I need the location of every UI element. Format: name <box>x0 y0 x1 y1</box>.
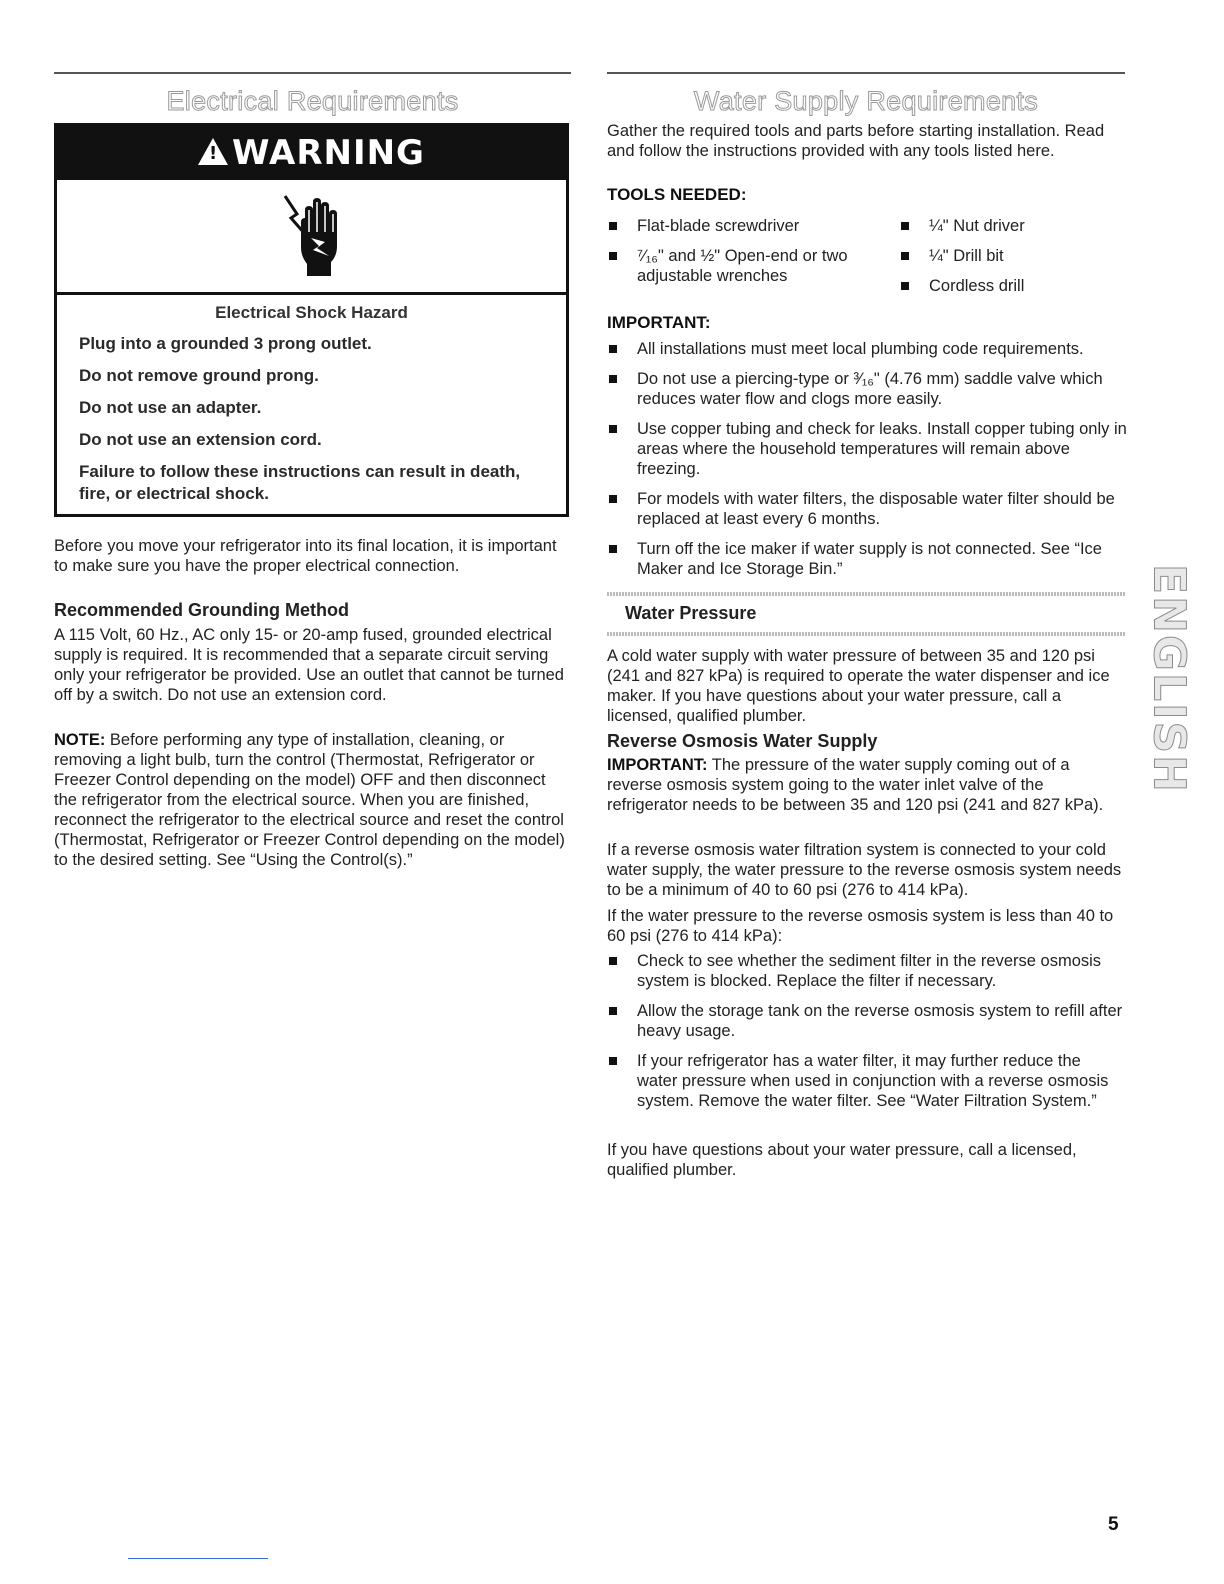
bottom-decor-line <box>128 1558 268 1559</box>
warning-header <box>57 126 566 180</box>
warning-triangle-icon <box>198 138 228 165</box>
ro-item: If your refrigerator has a water filter, it may further reduce the water pressure when used in conjunction with a reverse osmosis system. Remove the water filter. See “Water Filtration System.” <box>607 1051 1125 1111</box>
tools-list-col1 <box>607 216 892 286</box>
important-item: Do not use a piercing-type or ³⁄₁₆" (4.76 mm) saddle valve which reduces water flow and clogs more easily. <box>607 369 1127 409</box>
electrical-requirements-title: Electrical Requirements <box>166 86 459 116</box>
warning-header-label: WARNING <box>232 133 425 173</box>
water-supply-requirements-title: Water Supply Requirements <box>693 86 1039 116</box>
language-side-tab-label: ENGLISH <box>1143 564 1195 794</box>
tool-item: Cordless drill <box>899 276 1125 296</box>
left-top-rule <box>54 72 571 74</box>
water-pressure-text: A cold water supply with water pressure of between 35 and 120 psi (241 and 827 kPa) is required to operate the water dispenser and ice maker. If you have questions about your water pressure, call a licensed, qualified plumber. <box>607 647 1110 725</box>
important-heading: IMPORTANT: <box>607 313 711 332</box>
electrical-intro: Before you move your refrigerator into its final location, it is important to make sure you have the proper electrical connection. <box>54 537 557 575</box>
important-item: For models with water filters, the disposable water filter should be replaced at least every 6 months. <box>607 489 1127 529</box>
tool-item: ¼" Nut driver <box>899 216 1125 236</box>
page-number: 5 <box>1108 1514 1119 1535</box>
water-pressure-band <box>607 592 1125 636</box>
ro-important-label: IMPORTANT: <box>607 756 708 774</box>
note-paragraph <box>54 730 571 870</box>
important-item: Use copper tubing and check for leaks. Install copper tubing only in areas where the household temperatures will remain above freezing. <box>607 419 1127 479</box>
note-label: NOTE: <box>54 731 106 749</box>
ro-list <box>607 951 1125 1111</box>
warning-icon-area <box>57 180 566 295</box>
tool-item: Flat-blade screwdriver <box>607 216 892 236</box>
closing-paragraph: If you have questions about your water pressure, call a licensed, qualified plumber. <box>607 1141 1077 1179</box>
warning-line: Do not remove ground prong. <box>79 366 319 385</box>
electric-shock-hand-icon <box>279 192 349 280</box>
ro-important-paragraph <box>607 755 1125 815</box>
ro-paragraph-2: If a reverse osmosis water filtration system is connected to your cold water supply, the water pressure to the reverse osmosis system needs to be a minimum of 40 to 60 psi (276 to 414 kPa). <box>607 841 1122 899</box>
important-item: Turn off the ice maker if water supply is not connected. See “Ice Maker and Ice Storage Bin.” <box>607 539 1127 579</box>
warning-line: Do not use an adapter. <box>79 398 262 417</box>
tools-heading: TOOLS NEEDED: <box>607 185 747 204</box>
warning-box <box>54 123 569 517</box>
ro-paragraph-3: If the water pressure to the reverse osmosis system is less than 40 to 60 psi (276 to 414 kPa): <box>607 907 1114 945</box>
ro-item: Allow the storage tank on the reverse osmosis system to refill after heavy usage. <box>607 1001 1125 1041</box>
ro-important-text: The pressure of the water supply coming out of a reverse osmosis system going to the water inlet valve of the refrigerator needs to be between 35 and 120 psi (241 and 827 kPa). <box>607 756 1104 814</box>
grounding-text: A 115 Volt, 60 Hz., AC only 15- or 20-amp fused, grounded electrical supply is required. It is recommended that a separate circuit serving only your refrigerator be provided. Use an outlet that cannot be turned off by a switch. Do not use an extension cord. <box>54 626 564 704</box>
ro-heading: Reverse Osmosis Water Supply <box>607 731 878 751</box>
tool-item: ¼" Drill bit <box>899 246 1125 266</box>
water-pressure-heading: Water Pressure <box>625 603 757 623</box>
grounding-heading: Recommended Grounding Method <box>54 600 349 620</box>
tool-item: ⁷⁄₁₆" and ½" Open-end or two adjustable wrenches <box>607 246 892 286</box>
language-side-tab <box>1143 564 1195 794</box>
tools-list-col2 <box>899 216 1125 296</box>
important-item: All installations must meet local plumbing code requirements. <box>607 339 1127 359</box>
important-list <box>607 339 1127 579</box>
hazard-title: Electrical Shock Hazard <box>215 303 408 322</box>
warning-line: Failure to follow these instructions can result in death, fire, or electrical shock. <box>79 462 521 503</box>
water-intro: Gather the required tools and parts before starting installation. Read and follow the instructions provided with any tools listed here. <box>607 122 1105 160</box>
right-top-rule <box>607 72 1125 74</box>
note-text: Before performing any type of installation, cleaning, or removing a light bulb, turn the control (Thermostat, Refrigerator or Freezer Control depending on the model) OFF and then disconnect the refrigerator from the electrical source. When you are finished, reconnect the refrigerator to the electrical source and reset the control (Thermostat, Refrigerator or Freezer Control depending on the model) to the desired setting. See “Using the Control(s).” <box>54 731 565 869</box>
ro-item: Check to see whether the sediment filter in the reverse osmosis system is blocked. Replace the filter if necessary. <box>607 951 1125 991</box>
warning-line: Do not use an extension cord. <box>79 430 322 449</box>
warning-line: Plug into a grounded 3 prong outlet. <box>79 334 372 353</box>
